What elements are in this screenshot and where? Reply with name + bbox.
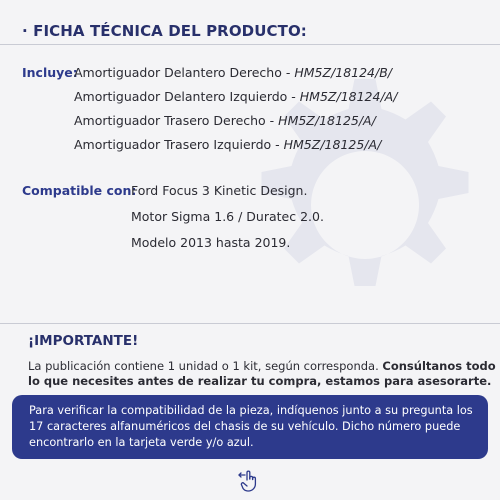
- publication-notice-regular: La publicación contiene 1 unidad o 1 kit, según corresponda.: [28, 359, 383, 373]
- important-title: ¡IMPORTANTE!: [28, 333, 139, 349]
- include-item: [74, 65, 392, 80]
- include-item: [74, 137, 381, 152]
- compatible-line: Ford Focus 3 Kinetic Design.: [131, 183, 308, 198]
- publication-notice-bold: Consúltanos todo lo que necesites antes de realizar tu compra, estamos para asesorarte.: [28, 359, 496, 388]
- include-item-text: Amortiguador Delantero Derecho -: [74, 65, 295, 80]
- touch-hand-icon: [236, 468, 262, 494]
- include-item-text: Amortiguador Trasero Izquierdo -: [74, 137, 284, 152]
- divider: [0, 323, 500, 324]
- publication-notice: [28, 359, 498, 389]
- divider: [0, 44, 500, 45]
- include-item-code: HM5Z/18125/A/: [283, 137, 382, 152]
- compatible-line: Modelo 2013 hasta 2019.: [131, 235, 291, 250]
- includes-label: Incluye:: [22, 65, 78, 80]
- include-item: [74, 113, 376, 128]
- compatible-line: Motor Sigma 1.6 / Duratec 2.0.: [131, 209, 324, 224]
- include-item-text: Amortiguador Trasero Derecho -: [74, 113, 279, 128]
- include-item-code: HM5Z/18125/A/: [278, 113, 376, 128]
- verify-notice-text: Para verificar la compatibilidad de la pieza, indíquenos junto a su pregunta los 17 caracteres alfanuméricos del chasis de su vehículo. Dicho número puede encontrarlo en la tarjeta verde y/o azul.: [29, 404, 473, 449]
- include-item-text: Amortiguador Delantero Izquierdo -: [74, 89, 300, 104]
- verify-notice-box: [12, 395, 488, 459]
- include-item-code: HM5Z/18124/A/: [299, 89, 398, 104]
- page-title: · FICHA TÉCNICA DEL PRODUCTO:: [22, 22, 307, 40]
- compatible-label: Compatible con:: [22, 183, 137, 198]
- include-item-code: HM5Z/18124/B/: [294, 65, 393, 80]
- include-item: [74, 89, 397, 104]
